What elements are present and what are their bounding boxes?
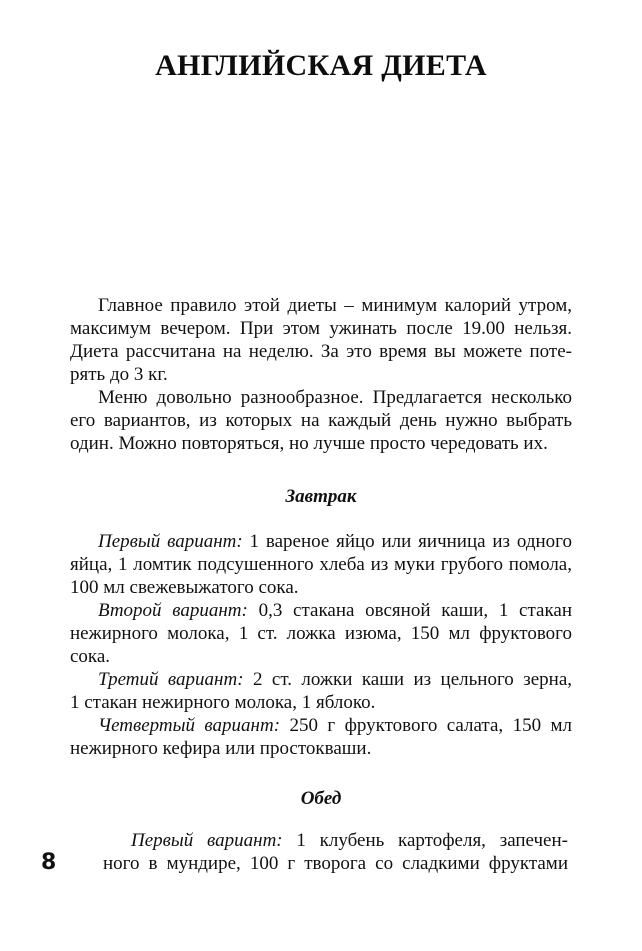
variant-first-line — [70, 668, 572, 691]
variant-text: 250 г фруктового салата, 150 мл — [280, 715, 572, 736]
variant-label: Четвертый вариант: — [98, 715, 281, 736]
variant-first-line — [103, 829, 568, 852]
intro-text — [70, 294, 572, 455]
variant-line: ного в мундире, 100 г творога со сладкими фруктами — [103, 853, 568, 874]
variant-text: 1 клубень картофеля, запечен- — [282, 830, 568, 851]
variant-text: 0,3 стакана овсяной каши, 1 стакан — [247, 600, 573, 621]
variant-label: Второй вариант: — [98, 600, 248, 621]
page-number: 8 — [41, 850, 57, 875]
intro-line: максимум вечером. При этом ужинать после 19.00 нельзя. — [70, 318, 572, 339]
variant-line: 100 мл свежевыжатого сока. — [70, 577, 299, 598]
intro-line: его вариантов, из которых на каждый день нужно выбрать — [70, 410, 572, 431]
variant-line: нежирного кефира или простокваши. — [70, 738, 372, 759]
variant-first-line — [70, 714, 572, 737]
intro-line: один. Можно повторяться, но лучше просто чередовать их. — [70, 433, 548, 454]
variant-line: сока. — [70, 646, 111, 667]
lunch-variants — [103, 829, 568, 875]
variant-first-line — [70, 530, 572, 553]
variant-label: Третий вариант: — [98, 669, 244, 690]
intro-line: Меню довольно разнообразное. Предлагается несколько — [98, 387, 572, 408]
variant-text: 2 ст. ложки каши из цельного зерна, — [243, 669, 573, 690]
variant-line: нежирного молока, 1 ст. ложка изюма, 150 мл фруктового — [70, 623, 572, 644]
intro-line: Главное правило этой диеты – минимум калорий утром, — [98, 295, 572, 316]
variant-first-line — [70, 599, 572, 622]
variant-label: Первый вариант: — [131, 830, 283, 851]
intro-line: рять до 3 кг. — [70, 364, 168, 385]
variant-line: яйца, 1 ломтик подсушенного хлеба из муки грубого помола, — [70, 554, 572, 575]
section-heading-lunch: Обед — [300, 788, 342, 809]
section-heading-breakfast: Завтрак — [285, 486, 357, 507]
variant-text: 1 вареное яйцо или яичница из одного — [242, 531, 572, 552]
variant-line: 1 стакан нежирного молока, 1 яблоко. — [70, 692, 376, 713]
intro-line: Диета рассчитана на неделю. За это время вы можете поте- — [70, 341, 572, 362]
variant-label: Первый вариант: — [98, 531, 243, 552]
breakfast-variants — [70, 530, 572, 760]
page-title: АНГЛИЙСКАЯ ДИЕТА — [155, 49, 487, 82]
